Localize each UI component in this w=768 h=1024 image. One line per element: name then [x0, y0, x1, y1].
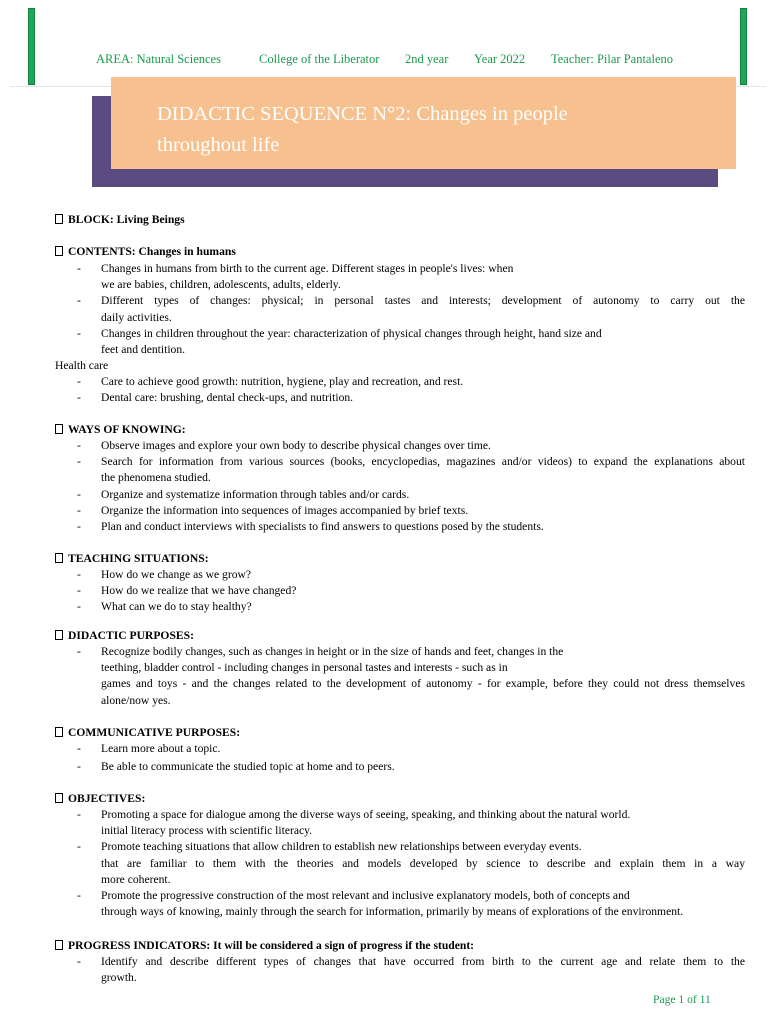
health-care-item: Dental care: brushing, dental check-ups, and nutrition.	[101, 391, 354, 405]
bullet-dash: -	[77, 455, 81, 469]
progress-item: growth.	[101, 971, 137, 985]
bullet-dash: -	[77, 955, 81, 968]
ways-heading	[55, 423, 186, 437]
progress-item: Identify and describe different types of changes that have occurred from birth to the current age and relate them to the	[101, 955, 745, 968]
checkbox-icon	[55, 940, 63, 950]
checkbox-icon	[55, 793, 63, 803]
contents-item: daily activities.	[101, 310, 172, 324]
right-margin-bar	[740, 8, 747, 85]
page-title-line-2: throughout life	[157, 134, 280, 156]
contents-item: Changes in humans from birth to the current age. Different stages in people's lives: when	[101, 262, 514, 275]
header-teacher: Teacher: Pilar Pantaleno	[551, 52, 673, 66]
bullet-dash: -	[77, 262, 81, 275]
checkbox-icon	[55, 246, 63, 256]
teaching-item: How do we realize that we have changed?	[101, 584, 297, 598]
ways-item: Search for information from various sources (books, encyclopedias, magazines and/or videos) to expand the explanations about	[101, 455, 745, 469]
ways-item: Organize the information into sequences of images accompanied by brief texts.	[101, 503, 469, 517]
page-title	[157, 99, 717, 161]
bullet-dash: -	[77, 889, 81, 902]
communicative-item: Be able to communicate the studied topic at home and to peers.	[101, 760, 395, 773]
ways-heading-text: WAYS OF KNOWING:	[68, 423, 186, 436]
ways-item: Organize and systematize information through tables and/or cards.	[101, 487, 410, 501]
bullet-dash: -	[77, 520, 81, 533]
didactic-line: Recognize bodily changes, such as changes in height or in the size of hands and feet, changes in the	[101, 645, 564, 658]
bullet-dash: -	[77, 584, 81, 598]
progress-heading	[55, 939, 474, 953]
block-heading-text: BLOCK: Living Beings	[68, 213, 185, 226]
didactic-line: games and toys - and the changes related to the development of autonomy - for example, before they could not dress themselves	[101, 677, 745, 691]
page-number: Page 1 of 11	[653, 993, 711, 1006]
contents-item: we are babies, children, adolescents, adults, elderly.	[101, 278, 341, 292]
block-heading	[55, 213, 185, 227]
contents-heading	[55, 245, 236, 259]
objectives-heading	[55, 792, 145, 806]
ways-item: the phenomena studied.	[101, 471, 211, 485]
bullet-dash: -	[77, 568, 81, 581]
didactic-heading-text: DIDACTIC PURPOSES:	[68, 629, 194, 642]
communicative-heading-text: COMMUNICATIVE PURPOSES:	[68, 726, 241, 739]
bullet-dash: -	[77, 294, 81, 308]
checkbox-icon	[55, 630, 63, 640]
page-title-line-1: DIDACTIC SEQUENCE N°2: Changes in people	[157, 103, 568, 125]
contents-item: feet and dentition.	[101, 343, 186, 356]
header-area: AREA: Natural Sciences	[96, 52, 221, 66]
header-year-level: 2nd year	[405, 52, 449, 66]
objectives-item: more coherent.	[101, 872, 171, 886]
bullet-dash: -	[77, 760, 81, 773]
communicative-item: Learn more about a topic.	[101, 742, 221, 755]
bullet-dash: -	[77, 503, 81, 517]
contents-heading-text: CONTENTS: Changes in humans	[68, 245, 236, 258]
bullet-dash: -	[77, 742, 81, 755]
header-year: Year 2022	[474, 52, 526, 66]
bullet-dash: -	[77, 391, 81, 405]
bullet-dash: -	[77, 840, 81, 854]
bullet-dash: -	[77, 808, 81, 821]
objectives-item: that are familiar to them with the theories and models developed by science to describe and explain them in a way	[101, 856, 745, 870]
ways-item: Plan and conduct interviews with specialists to find answers to questions posed by the students.	[101, 520, 544, 533]
objectives-item: Promote teaching situations that allow children to establish new relationships between everyday events.	[101, 840, 582, 854]
bullet-dash: -	[77, 439, 81, 452]
health-care-subheading: Health care	[55, 359, 109, 372]
bullet-dash: -	[77, 487, 81, 501]
bullet-dash: -	[77, 326, 81, 340]
objectives-heading-text: OBJECTIVES:	[68, 792, 146, 805]
header-school: College of the Liberator	[259, 52, 380, 66]
checkbox-icon	[55, 553, 63, 563]
progress-heading-text: PROGRESS INDICATORS: It will be considered a sign of progress if the student:	[68, 939, 475, 952]
ways-item: Observe images and explore your own body to describe physical changes over time.	[101, 439, 491, 452]
bullet-dash: -	[77, 600, 81, 614]
health-care-item: Care to achieve good growth: nutrition, hygiene, play and recreation, and rest.	[101, 375, 464, 388]
didactic-line: alone/now yes.	[101, 693, 171, 707]
didactic-heading	[55, 629, 194, 643]
contents-item: Different types of changes: physical; in personal tastes and interests; development of autonomy to carry out the	[101, 294, 745, 308]
left-margin-bar	[28, 8, 35, 85]
bullet-dash: -	[77, 375, 81, 388]
objectives-item: Promote the progressive construction of the most relevant and inclusive explanatory models, both of concepts and	[101, 889, 630, 902]
contents-item: Changes in children throughout the year: characterization of physical changes through height, hand size and	[101, 326, 602, 340]
checkbox-icon	[55, 727, 63, 737]
objectives-item: initial literacy process with scientific literacy.	[101, 824, 313, 838]
teaching-item: What can we do to stay healthy?	[101, 600, 252, 614]
communicative-heading	[55, 726, 240, 740]
teaching-heading	[55, 552, 209, 566]
bullet-dash: -	[77, 645, 81, 658]
checkbox-icon	[55, 214, 63, 224]
checkbox-icon	[55, 424, 63, 434]
objectives-item: through ways of knowing, mainly through the search for information, primarily by means of explorations of the environment.	[101, 905, 684, 919]
teaching-heading-text: TEACHING SITUATIONS:	[68, 552, 209, 565]
teaching-item: How do we change as we grow?	[101, 568, 252, 581]
objectives-item: Promoting a space for dialogue among the diverse ways of seeing, speaking, and thinking about the natural world.	[101, 808, 631, 821]
didactic-line: teething, bladder control - including changes in personal tastes and interests - such as in	[101, 661, 508, 675]
